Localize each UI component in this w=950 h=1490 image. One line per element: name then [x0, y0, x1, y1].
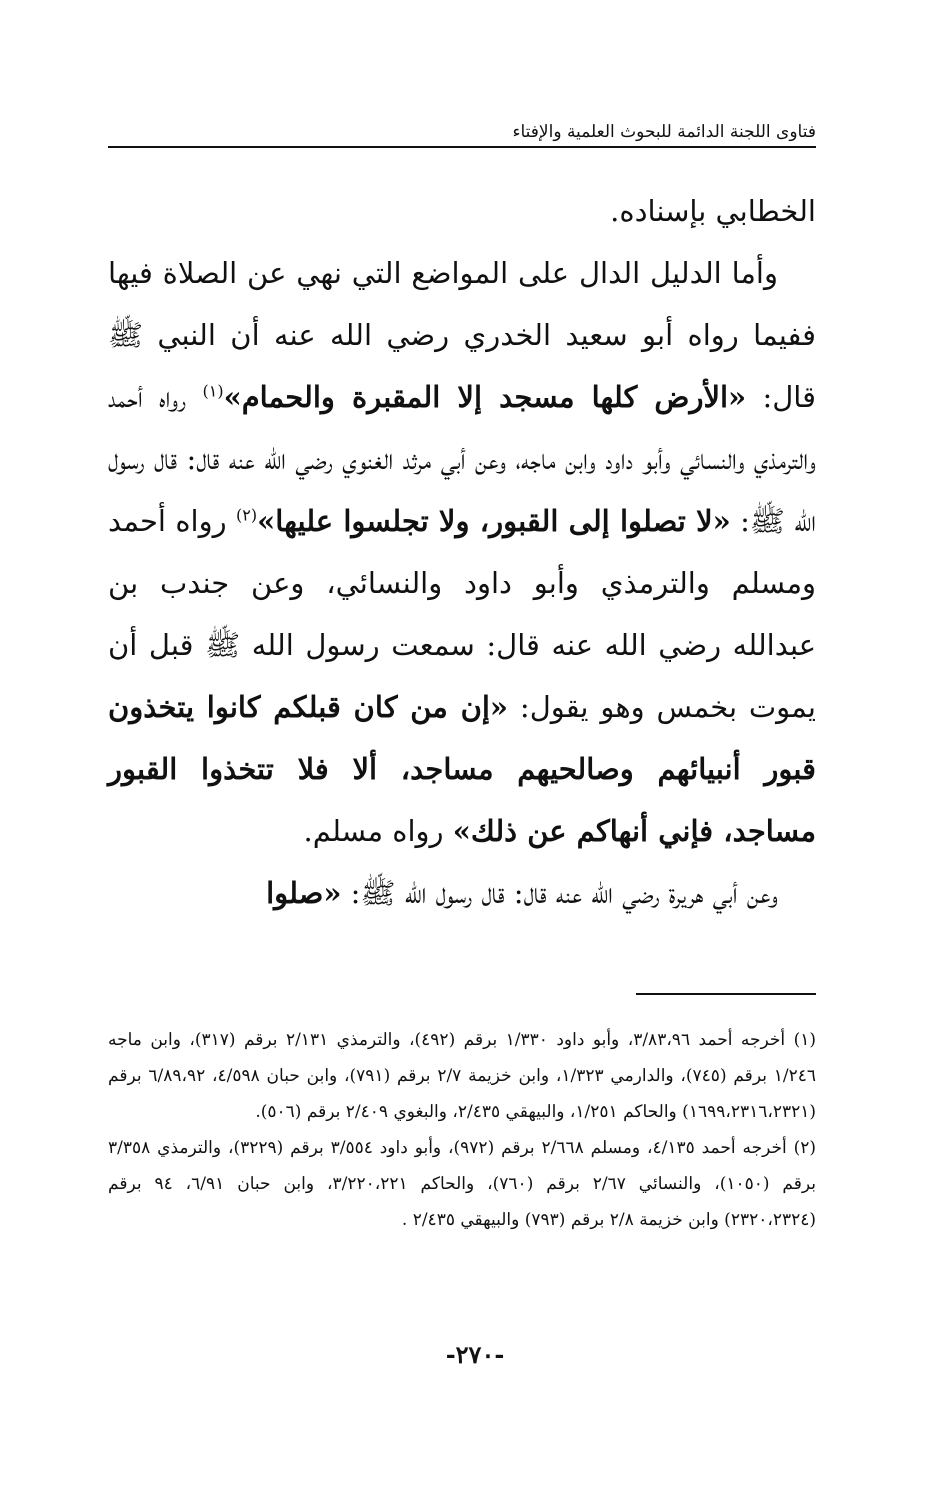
paragraph-2-text-4: رواه مسلم. — [303, 814, 453, 848]
hadith-quote-1: «الأرض كلها مسجد إلا المقبرة والحمام» — [223, 380, 747, 414]
header-title: فتاوى اللجنة الدائمة للبحوث العلمية والإفتاء — [506, 122, 816, 142]
hadith-quote-3: «إن من كان قبلكم كانوا يتخذون قبور أنبيائهم وصالحيهم مساجد، ألا فلا تتخذوا القبور مساجد، فإني أنهاكم عن ذلك» — [108, 690, 816, 848]
page-number: -٢٧٠- — [445, 1340, 505, 1369]
paragraph-1-text: الخطابي بإسناده. — [610, 194, 816, 228]
footnote-separator — [636, 993, 816, 995]
paragraph-2-text-2: رواه أحمد والترمذي والنسائي وأبو داود وابن ماجه، وعن أبي مرثد الغنوي رضي الله عنه قال: قال رسول الله ﷺ: — [108, 380, 817, 538]
paragraph-2 — [108, 242, 816, 862]
paragraph-2-text-3: رواه أحمد ومسلم والترمذي وأبو داود والنسائي، وعن جندب بن عبدالله رضي الله عنه قال: سمعت رسول الله ﷺ قبل أن يموت بخمس وهو يقول: — [108, 504, 816, 724]
paragraph-1 — [108, 180, 816, 242]
footnote-1: (١) أخرجه أحمد ٣/٨٣،٩٦، وأبو داود ١/٣٣٠ برقم (٤٩٢)، والترمذي ٢/١٣١ برقم (٣١٧)، وابن ماجه ١/٢٤٦ برقم (٧٤٥)، والدارمي ١/٣٢٣، وابن خزيمة ٢/٧ برقم (٧٩١)، وابن حبان ٤/٥٩٨، ٦/٨٩،٩٢ برقم (١٦٩٩،٢٣١٦،٢٣٢١) والحاكم ١/٢٥١، والبيهقي ٢/٤٣٥، والبغوي ٢/٤٠٩ برقم (٥٠٦). — [108, 1030, 817, 1122]
running-header — [108, 116, 816, 156]
footnotes — [108, 1022, 816, 1238]
paragraph-3 — [108, 862, 816, 924]
paragraph-2-text-1: وأما الدليل الدال على المواضع التي نهي عن الصلاة فيها ففيما رواه أبو سعيد الخدري رضي الله عنه أن النبي ﷺ قال: — [108, 256, 816, 414]
header-rule — [108, 146, 816, 148]
footnote-ref-2: (٢) — [236, 505, 258, 525]
main-text — [108, 180, 816, 924]
paragraph-3-text: وعن أبي هريرة رضي الله عنه قال: قال رسول الله ﷺ: — [341, 876, 778, 910]
hadith-quote-4: «صلوا — [266, 876, 342, 910]
hadith-quote-2: «لا تصلوا إلى القبور، ولا تجلسوا عليها» — [257, 504, 731, 538]
footnote-ref-1: (١) — [202, 381, 224, 401]
footnote-2: (٢) أخرجه أحمد ٤/١٣٥، ومسلم ٢/٦٦٨ برقم (٩٧٢)، وأبو داود ٣/٥٥٤ برقم (٣٢٢٩)، والترمذي ٣/٣٥٨ برقم (١٠٥٠)، والنسائي ٢/٦٧ برقم (٧٦٠)، والحاكم ٣/٢٢٠،٢٢١، وابن حبان ٦/٩١، ٩٤ برقم (٢٣٢٠،٢٣٢٤) وابن خزيمة ٢/٨ برقم (٧٩٣) والبيهقي ٢/٤٣٥ . — [108, 1138, 817, 1230]
